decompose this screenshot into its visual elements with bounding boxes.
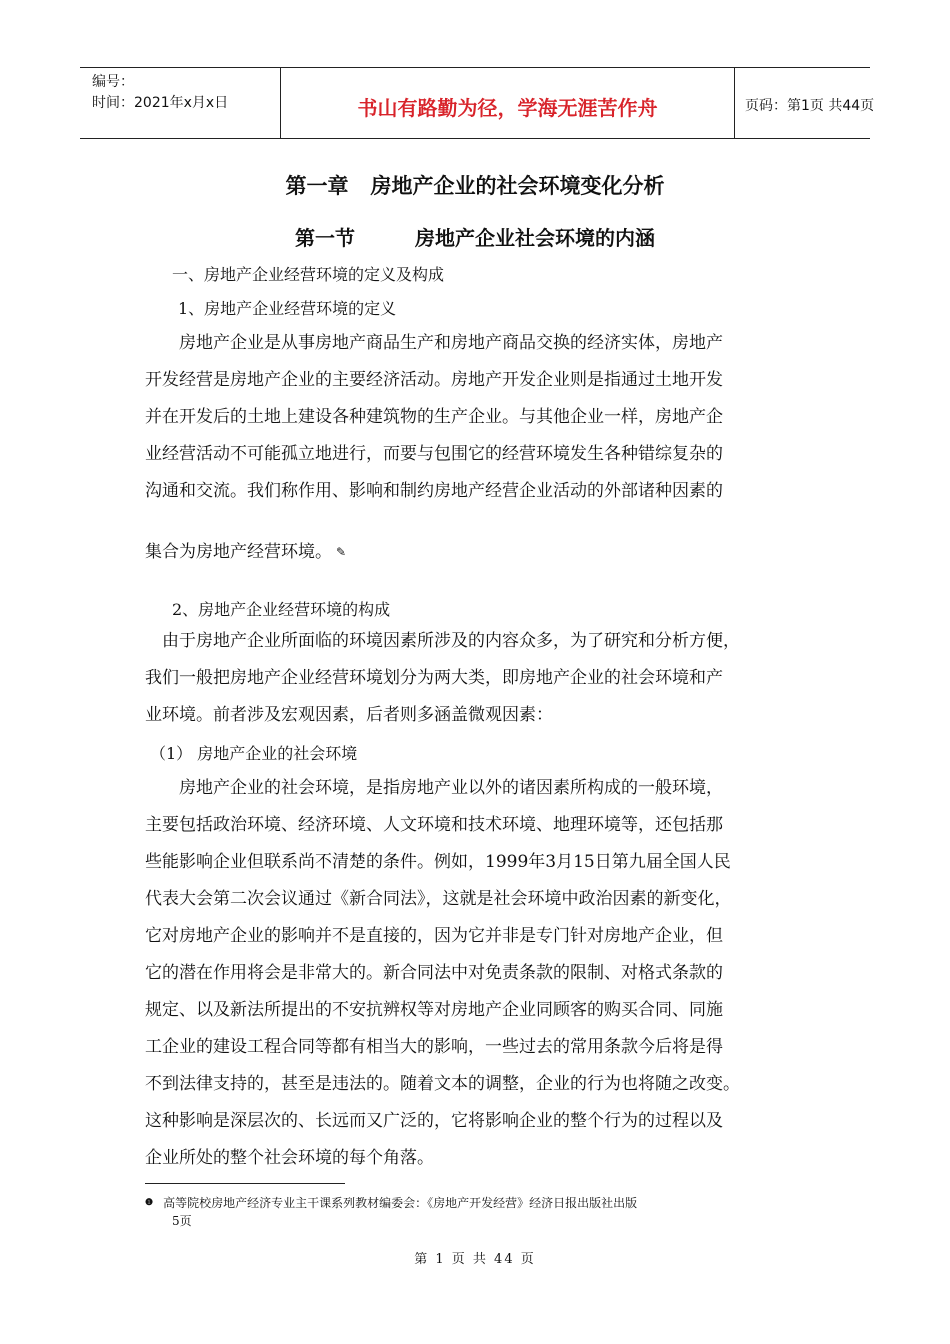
footnote [145,1194,637,1230]
heading-1: 一、房地产企业经营环境的定义及构成 [172,265,445,284]
text-line: 它的潜在作用将会是非常大的。新合同法中对免责条款的限制、对格式条款的 [145,963,723,983]
text-line: 由于房地产企业所面临的环境因素所涉及的内容众多，为了研究和分析方便， [145,631,740,651]
footnote-text: 高等院校房地产经济专业主干课系列教材编委会：《房地产开发经营》经济日报出版社出版 [163,1196,638,1210]
text-line: 集合为房地产经营环境。 [145,542,332,562]
chapter-number: 第一章 [285,174,349,198]
text-line: 代表大会第二次会议通过《新合同法》，这就是社会环境中政治因素的新变化， [145,889,732,909]
page-footer: 第 1 页 共 44 页 [414,1252,536,1267]
text-line: 沟通和交流。我们称作用、影响和制约房地产经营企业活动的外部诸种因素的 [145,481,723,501]
header-motto: 书山有路勤为径，学海无涯苦作舟 [357,96,658,120]
footnote-line-2: 5页 [172,1214,192,1228]
heading-1-1: 1、房地产企业经营环境的定义 [178,299,397,318]
heading-1-2-1: （1） 房地产企业的社会环境 [150,744,358,763]
text-line: 规定、以及新法所提出的不安抗辨权等对房地产企业同顾客的购买合同、同施 [145,1000,723,1020]
text-line: 不到法律支持的，甚至是违法的。随着文本的调整，企业的行为也将随之改变。 [145,1074,740,1094]
text-line: 主要包括政治环境、经济环境、人文环境和技术环境、地理环境等，还包括那 [145,815,723,835]
header-page-cell [735,68,875,138]
section-name: 房地产企业社会环境的内涵 [415,226,655,250]
text-line: 房地产企业是从事房地产商品生产和房地产商品交换的经济实体，房地产 [145,333,723,353]
text-line: 我们一般把房地产企业经营环境划分为两大类，即房地产企业的社会环境和产 [145,668,723,688]
paragraph-definition [145,325,815,510]
paragraph-composition [145,623,815,734]
paragraph-definition-end [145,534,815,571]
heading-1-2: 2、房地产企业经营环境的构成 [172,600,391,619]
text-line: 业经营活动不可能孤立地进行，而要与包围它的经营环境发生各种错综复杂的 [145,444,723,464]
footnote-divider [145,1183,345,1184]
text-line: 些能影响企业但联系尚不清楚的条件。例如，1999年3月15日第九届全国人民 [145,852,731,872]
chapter-name: 房地产企业的社会环境变化分析 [370,174,665,198]
header-meta-cell [80,68,280,138]
text-line: 业环境。前者涉及宏观因素，后者则多涵盖微观因素： [145,705,553,725]
document-header [80,67,875,139]
doc-number-label: 编号： [92,74,134,90]
paragraph-social-environment [145,770,815,1177]
text-line-with-note [145,534,815,571]
header-motto-cell [280,68,735,138]
text-line: 工企业的建设工程合同等都有相当大的影响，一些过去的常用条款今后将是得 [145,1037,723,1057]
text-line: 开发经营是房地产企业的主要经济活动。房地产开发企业则是指通过土地开发 [145,370,723,390]
text-line: 房地产企业的社会环境，是指房地产业以外的诸因素所构成的一般环境， [145,778,723,798]
footnote-ref-icon[interactable]: ✎ [336,545,347,559]
section-title [0,222,950,251]
chapter-title [0,170,950,200]
doc-time-label: 时间：2021年x月x日 [92,95,229,111]
header-page-info: 页码：第1页 共44页 [745,98,875,114]
footnote-line [145,1194,637,1212]
text-line: 企业所处的整个社会环境的每个角落。 [145,1148,434,1168]
text-line: 这种影响是深层次的、长远而又广泛的，它将影响企业的整个行为的过程以及 [145,1111,723,1131]
text-line: 并在开发后的土地上建设各种建筑物的生产企业。与其他企业一样，房地产企 [145,407,723,427]
section-number: 第一节 [295,226,355,250]
footnote-mark: ❶ [145,1198,154,1208]
text-line: 它对房地产企业的影响并不是直接的，因为它并非是专门针对房地产企业，但 [145,926,723,946]
